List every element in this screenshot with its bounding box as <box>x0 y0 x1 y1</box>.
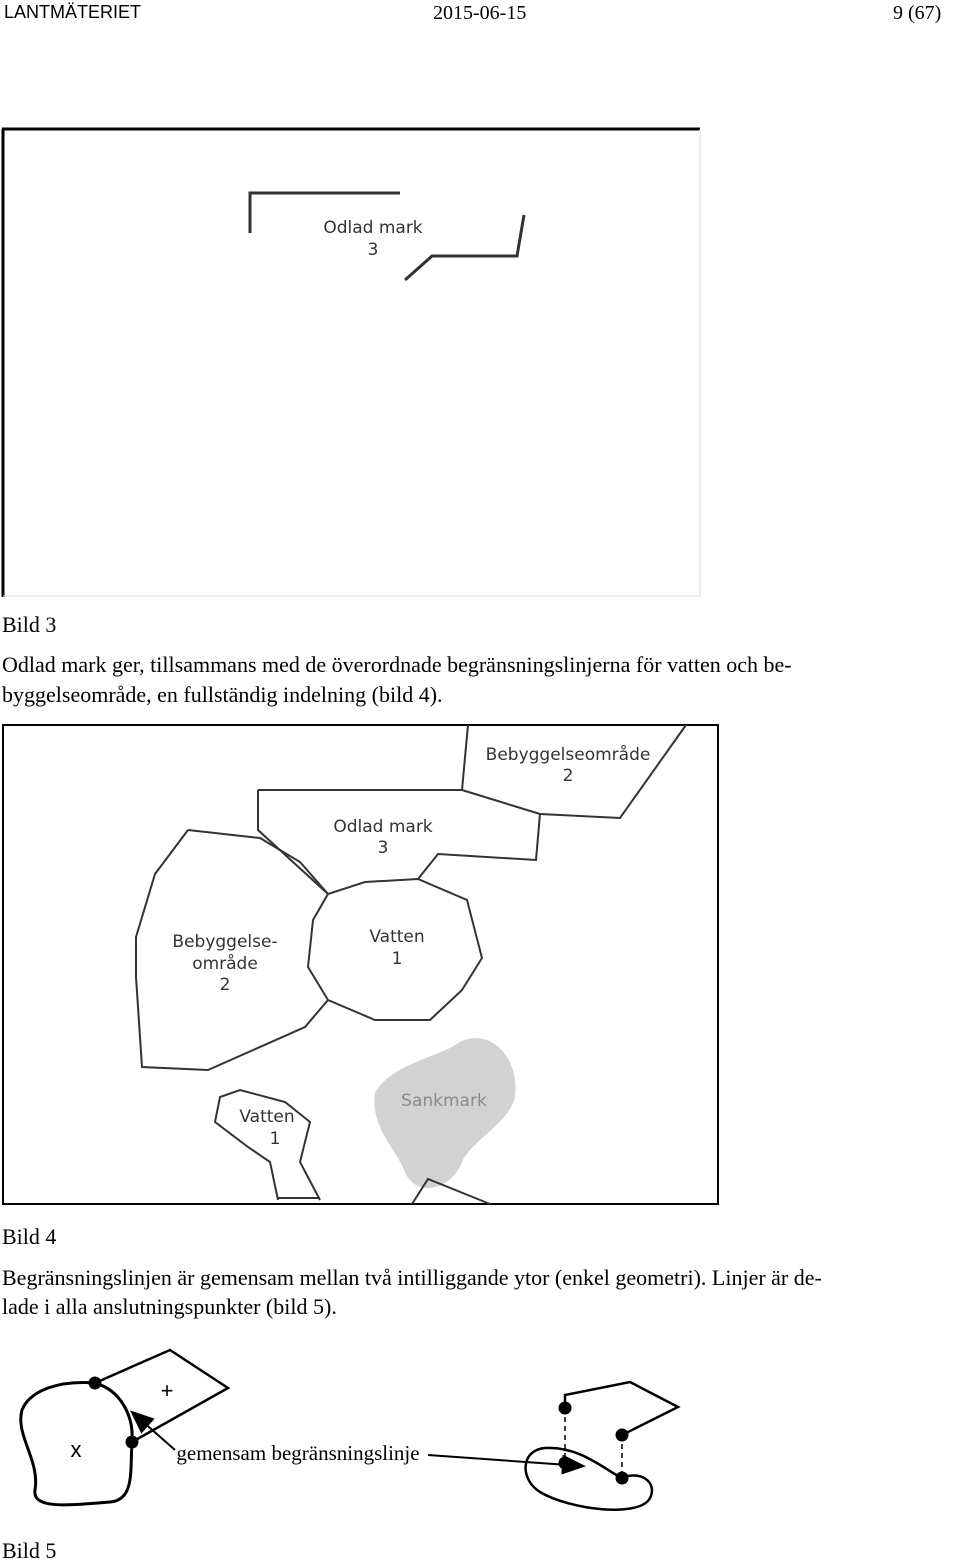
label-sankmark: Sankmark <box>401 1091 487 1111</box>
label-bebyggelse-left-2: område <box>192 954 258 974</box>
bebyggelse-top-boundary <box>462 725 686 818</box>
label-vatten-small: Vatten <box>239 1107 295 1127</box>
label-vatten-small-code: 1 <box>269 1129 281 1149</box>
junction-point <box>126 1436 139 1449</box>
junction-point <box>559 1402 572 1415</box>
junction-point <box>616 1429 629 1442</box>
paragraph-2-line-2: lade i alla anslutningspunkter (bild 5). <box>2 1294 337 1319</box>
paragraph-1-line-1: Odlad mark ger, tillsammans med de överordnade begränsningslinjerna för vatten och be- <box>2 652 792 677</box>
figure-3-map <box>0 125 702 597</box>
header-date: 2015-06-15 <box>433 2 527 24</box>
figure-4-caption: Bild 4 <box>2 1224 57 1249</box>
bebyggelse-left-top <box>188 830 328 894</box>
right-lower-ellipse <box>526 1448 652 1510</box>
figure-5-diagram <box>0 1340 960 1530</box>
label-shared-line: gemensam begränsningslinje <box>176 1441 420 1465</box>
symbol-x: x <box>70 1437 82 1462</box>
odlad-mark-boundary-right <box>405 215 524 280</box>
arrow-shared-line-left <box>133 1413 175 1450</box>
label-odlad-mark-code: 3 <box>367 240 379 260</box>
label-bebyggelse-top: Bebyggelseområde <box>485 745 651 765</box>
junction-point <box>89 1377 102 1390</box>
label-odlad-mark-code: 3 <box>377 838 389 858</box>
label-bebyggelse-top-code: 2 <box>562 766 574 786</box>
symbol-plus: + <box>160 1378 174 1403</box>
odlad-mark-right <box>418 814 540 879</box>
label-bebyggelse-left-code: 2 <box>219 975 231 995</box>
paragraph-1-line-2: byggelseområde, en fullständig indelning (bild 4). <box>2 682 443 707</box>
figure-5-caption: Bild 5 <box>2 1538 57 1563</box>
paragraph-2-line-1: Begränsningslinjen är gemensam mellan två intilliggande ytor (enkel geometri). Linjer är de- <box>2 1265 822 1290</box>
junction-point <box>616 1472 629 1485</box>
figure-3-caption: Bild 3 <box>2 612 57 637</box>
label-vatten-code: 1 <box>391 949 403 969</box>
label-odlad-mark: Odlad mark <box>333 817 433 837</box>
figure-4-map <box>0 722 722 1207</box>
junction-point <box>559 1457 572 1470</box>
label-bebyggelse-left: Bebyggelse- <box>172 932 278 952</box>
label-vatten: Vatten <box>369 927 425 947</box>
label-odlad-mark: Odlad mark <box>323 218 423 238</box>
header-page-number: 9 (67) <box>893 2 942 24</box>
header-organization: LANTMÄTERIET <box>4 2 142 22</box>
sankmark-area <box>374 1038 515 1188</box>
